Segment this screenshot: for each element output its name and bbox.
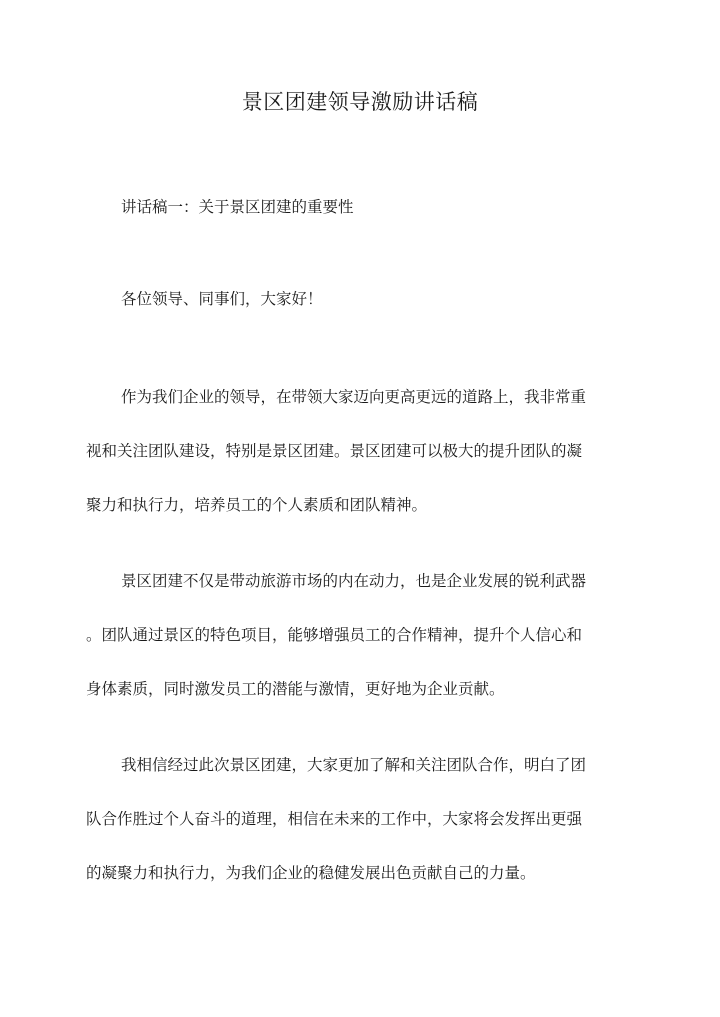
greeting-line: 各位领导、同事们，大家好！ bbox=[121, 290, 323, 308]
paragraph-1 bbox=[86, 370, 634, 532]
paragraph-line: 身体素质，同时激发员工的潜能与激情，更好地为企业贡献。 bbox=[86, 680, 505, 698]
paragraph-3 bbox=[86, 738, 634, 900]
section-heading: 讲话稿一：关于景区团建的重要性 bbox=[121, 198, 354, 216]
paragraph-2 bbox=[86, 554, 634, 716]
paragraph-line: 景区团建不仅是带动旅游市场的内在动力，也是企业发展的锐利武器 bbox=[121, 572, 587, 590]
paragraph-line: 视和关注团队建设，特别是景区团建。景区团建可以极大的提升团队的凝 bbox=[86, 442, 583, 460]
document-title: 景区团建领导激励讲话稿 bbox=[241, 90, 479, 114]
paragraph-line: 我相信经过此次景区团建，大家更加了解和关注团队合作，明白了团 bbox=[121, 756, 587, 774]
paragraph-line: 作为我们企业的领导，在带领大家迈向更高更远的道路上，我非常重 bbox=[121, 388, 587, 406]
paragraph-line: 聚力和执行力，培养员工的个人素质和团队精神。 bbox=[86, 496, 428, 514]
paragraph-line: 队合作胜过个人奋斗的道理，相信在未来的工作中，大家将会发挥出更强 bbox=[86, 810, 583, 828]
paragraph-line: 。团队通过景区的特色项目，能够增强员工的合作精神，提升个人信心和 bbox=[86, 626, 583, 644]
paragraph-line: 的凝聚力和执行力，为我们企业的稳健发展出色贡献自己的力量。 bbox=[86, 864, 536, 882]
